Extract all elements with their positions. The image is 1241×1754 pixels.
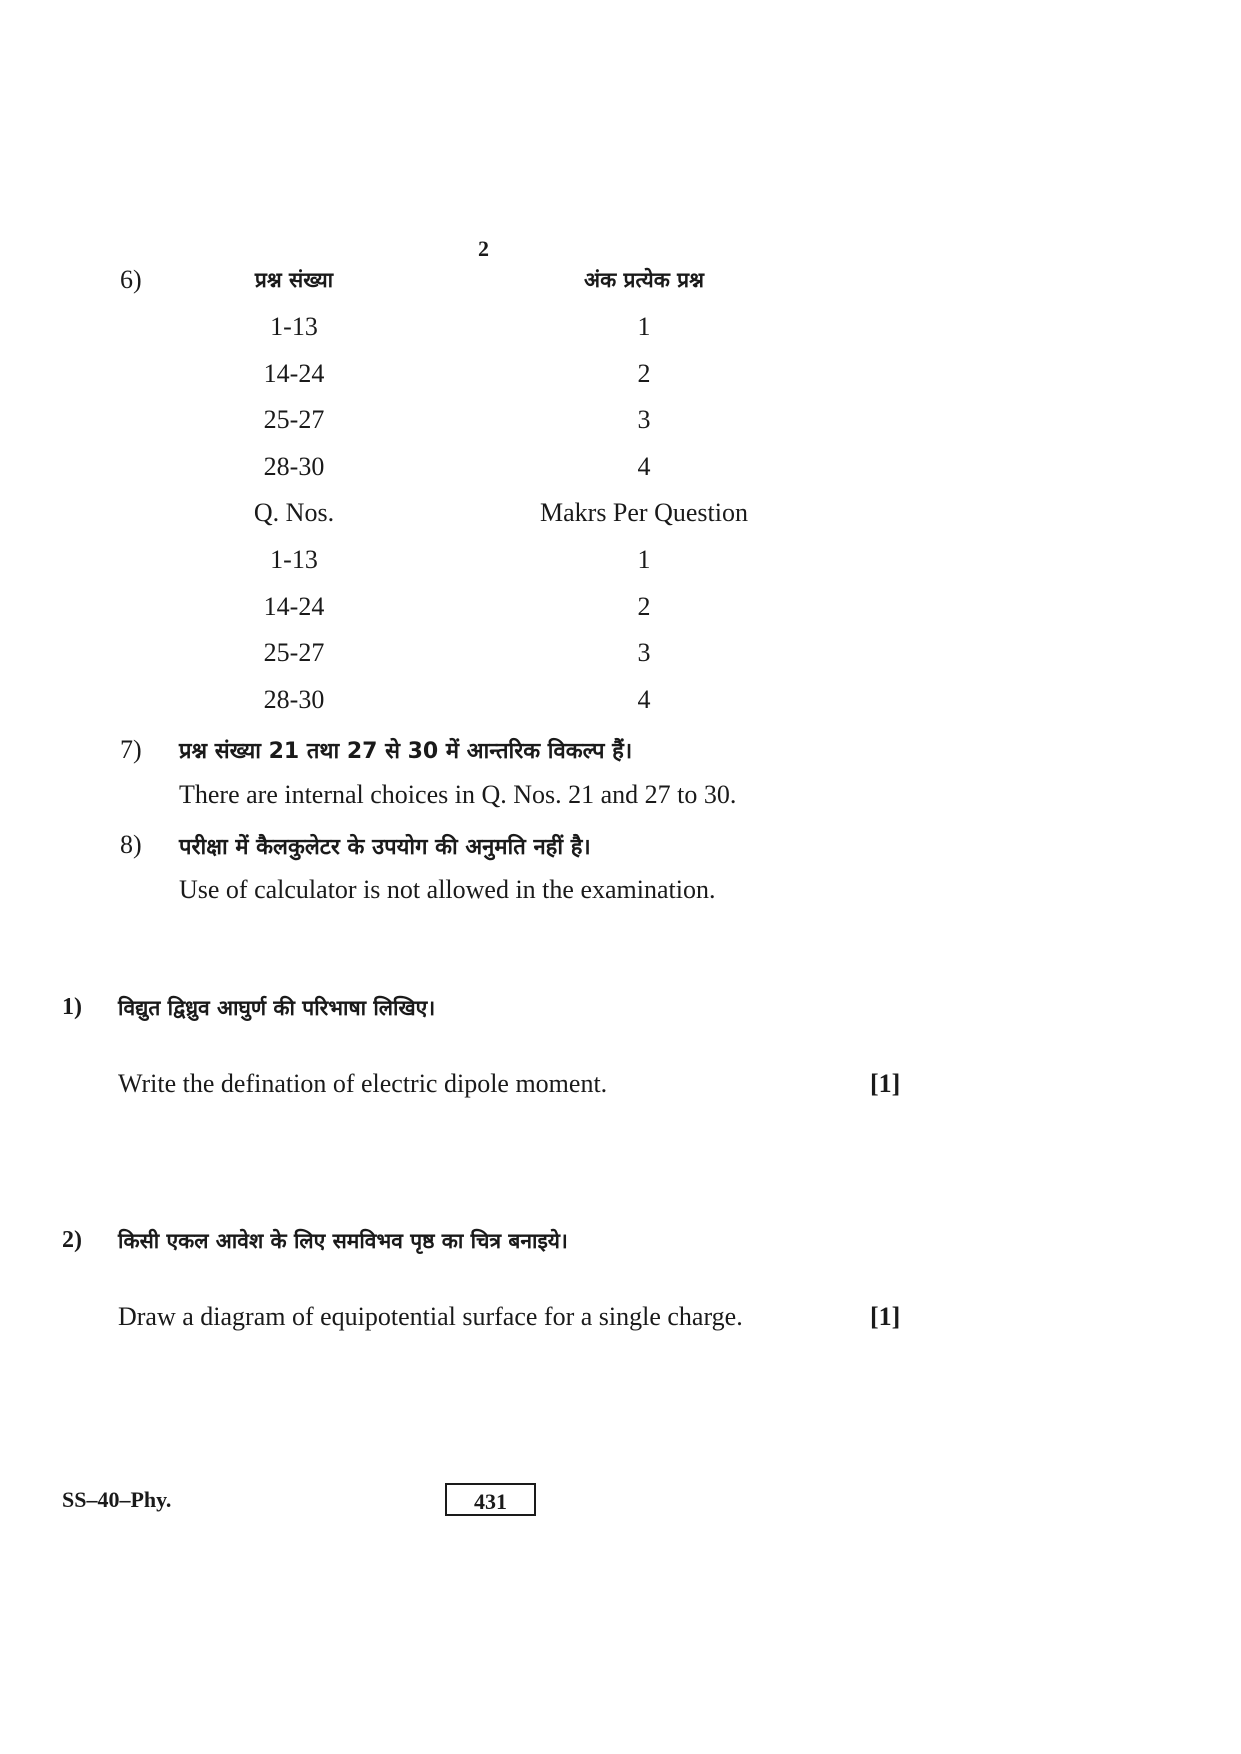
question-2-hindi: किसी एकल आवेश के लिए समविभव पृष्ठ का चित्र बनाइये।: [118, 1229, 568, 1253]
paper-code: SS–40–Phy.: [62, 1487, 172, 1512]
hindi-row-range: 1-13: [270, 312, 318, 341]
english-row-range: 28-30: [263, 685, 325, 714]
hindi-header-question-nos: प्रश्न संख्या: [254, 268, 334, 292]
question-1-number: 1): [62, 994, 82, 1020]
hindi-row-marks: 1: [637, 312, 651, 341]
hindi-header-marks: अंक प्रत्येक प्रश्न: [584, 268, 704, 292]
english-row-range: 1-13: [270, 545, 318, 574]
question-2-english: Draw a diagram of equipotential surface for a single charge.: [118, 1302, 743, 1331]
hindi-row-range: 25-27: [263, 405, 325, 434]
instruction-8-english: Use of calculator is not allowed in the examination.: [179, 875, 716, 904]
hindi-row-range: 28-30: [263, 452, 325, 481]
english-row-range: 14-24: [263, 592, 325, 621]
instruction-6-number: 6): [120, 265, 142, 294]
question-1-hindi: विद्युत द्विध्रुव आघुर्ण की परिभाषा लिखिए।: [118, 996, 436, 1020]
english-row-marks: 1: [637, 545, 651, 574]
english-row-marks: 4: [637, 685, 651, 714]
instruction-8-hindi: परीक्षा में कैलकुलेटर के उपयोग की अनुमति नहीं है।: [179, 835, 591, 860]
question-2-number: 2): [62, 1227, 82, 1253]
question-1-marks: [1]: [870, 1069, 901, 1098]
english-header-marks: Makrs Per Question: [540, 498, 748, 527]
instruction-7-number: 7): [120, 735, 142, 764]
hindi-row-range: 14-24: [263, 359, 325, 388]
hindi-row-marks: 4: [637, 452, 651, 481]
hindi-row-marks: 2: [637, 359, 651, 388]
english-row-range: 25-27: [263, 638, 325, 667]
instruction-7-english: There are internal choices in Q. Nos. 21 and 27 to 30.: [179, 780, 737, 809]
english-header-question-nos: Q. Nos.: [253, 498, 335, 527]
hindi-row-marks: 3: [637, 405, 651, 434]
english-row-marks: 2: [637, 592, 651, 621]
instruction-7-hindi: प्रश्न संख्या 21 तथा 27 से 30 में आन्तरिक विकल्प हैं।: [179, 739, 633, 764]
question-2-marks: [1]: [870, 1302, 901, 1331]
page-number: 2: [478, 236, 489, 261]
english-row-marks: 3: [637, 638, 651, 667]
page-code-box: 431: [445, 1483, 536, 1516]
instruction-8-number: 8): [120, 830, 142, 859]
question-1-english: Write the defination of electric dipole moment.: [118, 1069, 608, 1098]
